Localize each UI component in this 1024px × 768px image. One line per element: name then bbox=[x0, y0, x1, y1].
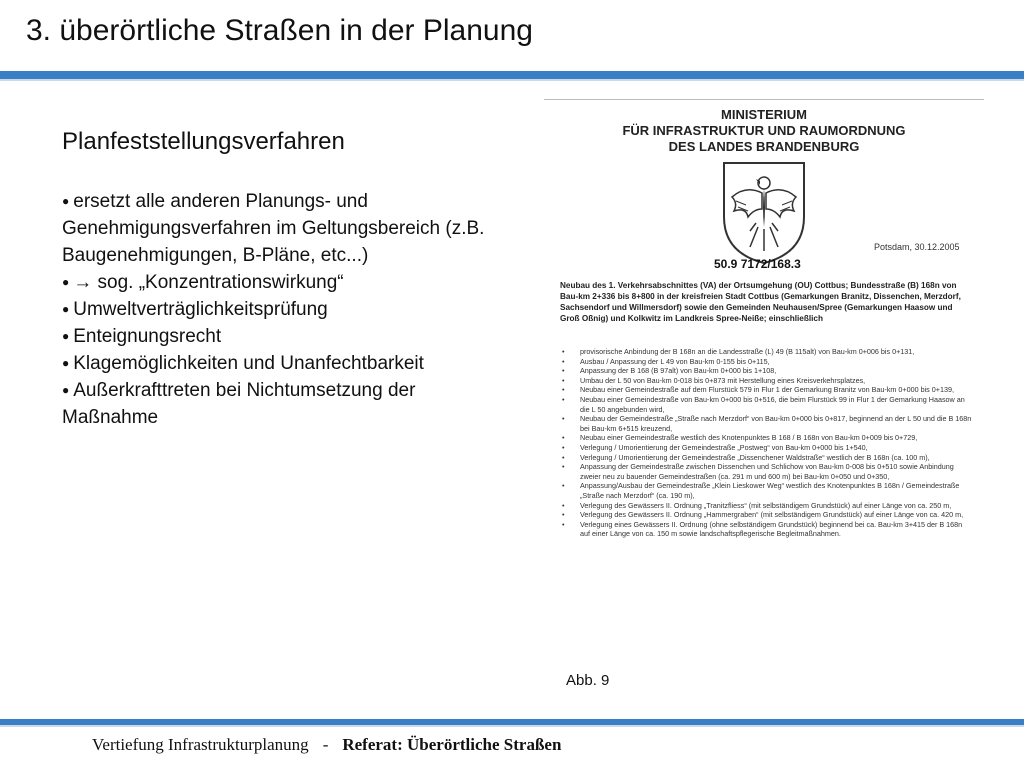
document-reference: 50.9 7172/168.3 bbox=[714, 257, 801, 271]
bullet-text: Umweltverträglichkeitsprüfung bbox=[73, 299, 328, 320]
footer bbox=[92, 735, 561, 755]
bullet-text: → sog. „Konzentrationswirkung“ bbox=[73, 272, 344, 293]
document-top-border bbox=[544, 99, 984, 100]
document-item: • Anpassung der B 168 (B 97alt) von Bau-km 0+000 bis 1+108, bbox=[560, 366, 972, 376]
bullet-dot-icon: ● bbox=[62, 329, 70, 343]
bullet-text: Enteignungsrecht bbox=[73, 326, 222, 347]
top-divider bbox=[0, 71, 1024, 79]
bullet-item bbox=[62, 377, 512, 431]
top-divider-shadow bbox=[0, 79, 1024, 81]
slide-title: 3. überörtliche Straßen in der Planung bbox=[26, 14, 533, 47]
ministry-line: MINISTERIUM bbox=[721, 107, 807, 122]
document-item-list bbox=[560, 347, 972, 539]
document-item: • Neubau der Gemeindestraße „Straße nach Merzdorf“ von Bau-km 0+000 bis 0+817, beginnend an der L 50 und die B 168n bei Bau-km 6+515 kreuzend, bbox=[560, 414, 972, 433]
document-image bbox=[544, 99, 984, 659]
footer-topic: Referat: Überörtliche Straßen bbox=[342, 735, 562, 754]
bullet-text: Klagemöglichkeiten und Unanfechtbarkeit bbox=[73, 353, 424, 374]
bullet-item bbox=[62, 350, 512, 377]
bullet-dot-icon: ● bbox=[62, 356, 70, 370]
document-item: • Umbau der L 50 von Bau-km 0-018 bis 0+873 mit Herstellung eines Kreisverkehrsplatzes, bbox=[560, 376, 972, 386]
bullet-dot-icon: ● bbox=[62, 383, 70, 397]
bullet-dot-icon: ● bbox=[62, 194, 70, 208]
document-item: • Verlegung des Gewässers II. Ordnung „Hammergraben“ (mit selbständigem Grundstück) auf einer Länge von ca. 420 m, bbox=[560, 510, 972, 520]
bullet-item bbox=[62, 269, 512, 296]
document-item: • Verlegung eines Gewässers II. Ordnung (ohne selbständigem Grundstück) beginnend bei ca. Bau-km 3+415 der B 168n auf einer Länge von ca. 150 m sowie landschaftspflegerische Begleitmaßnahmen. bbox=[560, 520, 972, 539]
bullet-item bbox=[62, 323, 512, 350]
document-item: • Neubau einer Gemeindestraße auf dem Flurstück 579 in Flur 1 der Gemarkung Branitz von Bau-km 0+000 bis 0+139, bbox=[560, 385, 972, 395]
document-item: • provisorische Anbindung der B 168n an die Landesstraße (L) 49 (B 115alt) von Bau-km 0+006 bis 0+131, bbox=[560, 347, 972, 357]
bullet-item bbox=[62, 296, 512, 323]
bottom-divider-shadow bbox=[0, 725, 1024, 727]
footer-separator: - bbox=[322, 735, 329, 754]
document-item: • Anpassung der Gemeindestraße zwischen Dissenchen und Schlichow von Bau-km 0-008 bis 0+510 sowie Anbindung zweier neu zu bauender Gemeindestraßen (ca. 291 m und 600 m) bei Bau-km 0+050 und 0+350, bbox=[560, 462, 972, 481]
brandenburg-eagle-icon bbox=[716, 157, 812, 267]
bullet-text: ersetzt alle anderen Planungs- und Genehmigungsverfahren im Geltungsbereich (z.B. Baugenehmigungen, B-Pläne, etc...) bbox=[62, 191, 485, 266]
figure-caption: Abb. 9 bbox=[566, 672, 610, 689]
document-item: • Neubau einer Gemeindestraße von Bau-km 0+000 bis 0+516, die beim Flurstück 99 in Flur 1 der Gemarkung Haasow an die L 50 angebunden wird, bbox=[560, 395, 972, 414]
bullet-dot-icon: ● bbox=[62, 275, 70, 289]
bullet-list bbox=[62, 188, 512, 431]
document-date: Potsdam, 30.12.2005 bbox=[874, 242, 960, 252]
document-item: • Verlegung / Umorientierung der Gemeindestraße „Postweg“ von Bau-km 0+000 bis 1+540, bbox=[560, 443, 972, 453]
document-item: • Neubau einer Gemeindestraße westlich des Knotenpunktes B 168 / B 168n von Bau-km 0+009 bis 0+729, bbox=[560, 433, 972, 443]
section-heading: Planfeststellungsverfahren bbox=[62, 128, 345, 155]
bullet-text: Außerkrafttreten bei Nichtumsetzung der Maßnahme bbox=[62, 380, 416, 428]
document-item: • Verlegung / Umorientierung der Gemeindestraße „Dissenchener Waldstraße“ westlich der B 168n (ca. 100 m), bbox=[560, 453, 972, 463]
ministry-line: DES LANDES BRANDENBURG bbox=[668, 139, 860, 154]
document-item: • Verlegung des Gewässers II. Ordnung „Tranitzfliess“ (mit selbständigem Grundstück) auf einer Länge von ca. 250 m, bbox=[560, 501, 972, 511]
footer-course: Vertiefung Infrastrukturplanung bbox=[92, 735, 309, 754]
document-intro: Neubau des 1. Verkehrsabschnittes (VA) der Ortsumgehung (OU) Cottbus; Bundesstraße (B) 168n von Bau-km 2+336 bis 8+800 in der kreisfreien Stadt Cottbus (Gemarkungen Branitz, Dissenchen, Merzdorf, Sachsendorf und Willmersdorf) sowie den Gemeinden Neuhausen/Spree (Gemarkungen Haasow und Groß Oßnig) und Kolkwitz im Landkreis Spree-Neiße; einschließlich bbox=[560, 281, 961, 323]
bullet-dot-icon: ● bbox=[62, 302, 70, 316]
bullet-item bbox=[62, 188, 512, 269]
document-item: • Ausbau / Anpassung der L 49 von Bau-km 0-155 bis 0+115, bbox=[560, 357, 972, 367]
ministry-header bbox=[584, 107, 944, 155]
ministry-line: FÜR INFRASTRUKTUR UND RAUMORDNUNG bbox=[622, 123, 906, 138]
document-item: • Anpassung/Ausbau der Gemeindestraße „Klein Lieskower Weg“ westlich des Knotenpunktes B 168n / Gemeindestraße „Straße nach Merzdorf“ (ca. 190 m), bbox=[560, 481, 972, 500]
